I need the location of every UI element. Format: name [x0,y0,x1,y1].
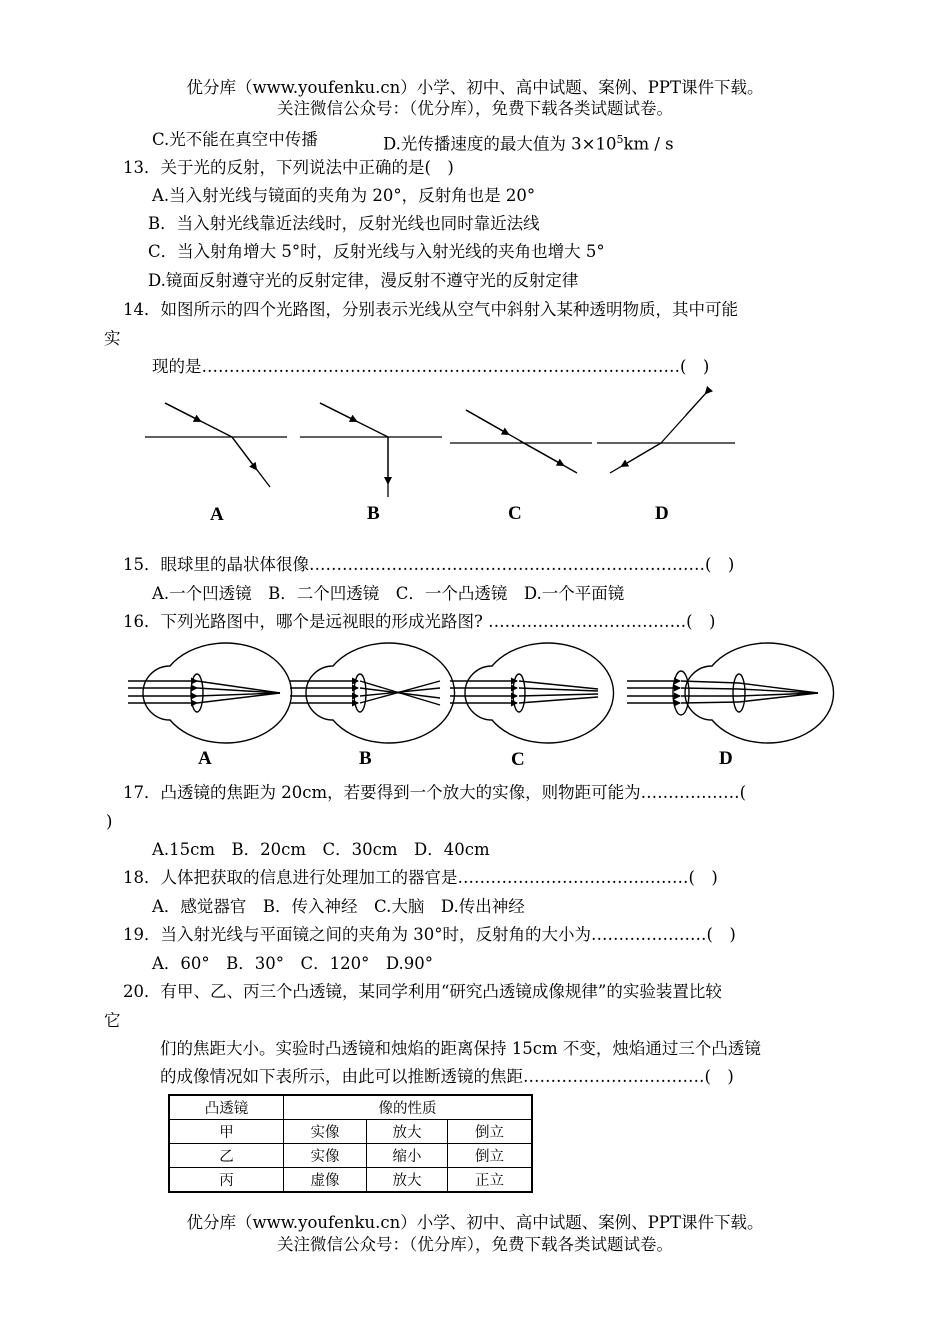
q13-option-c: C．当入射角增大 5°时，反射光线与入射光线的夹角也增大 5° [148,242,605,261]
q15-options: A.一个凹透镜 B．二个凹透镜 C．一个凸透镜 D.一个平面镜 [152,584,625,603]
table-cell: 实像 [284,1120,367,1144]
q14-stem-3: 现的是……………………………………………………………………………( ) [152,357,710,376]
table-cell: 正立 [448,1168,533,1193]
q16-label-d: D [719,748,733,769]
q12-option-d-pre: D.光传播速度的最大值为 3×10 [383,134,617,154]
q16-stem: 16．下列光路图中，哪个是远视眼的形成光路图? ………………………………( ) [123,612,716,631]
table-row [169,1120,532,1144]
q18-stem: 18．人体把获取的信息进行处理加工的器官是……………………………………( ) [123,868,718,887]
table-cell: 倒立 [448,1120,533,1144]
q20-stem-2: 它 [104,1011,121,1030]
q13-option-d: D.镜面反射遵守光的反射定律，漫反射不遵守光的反射定律 [148,271,579,290]
table-cell: 实像 [284,1144,367,1168]
q16-eye-diagram-figure [0,638,950,773]
eye-d [627,643,834,743]
table-header-row [169,1095,532,1120]
q12-option-c: C.光不能在真空中传播 [152,130,318,149]
q13-option-a: A.当入射光线与镜面的夹角为 20°，反射角也是 20° [152,186,536,205]
q17-stem-2: ) [106,812,113,831]
q14-label-a: A [210,504,224,525]
q14-light-path-figure [0,385,950,545]
table-cell: 甲 [169,1120,284,1144]
header-line-1: 优分库（www.youfenku.cn）小学、初中、高中试题、案例、PPT课件下载。 [186,78,764,97]
table-row [169,1168,532,1193]
q18-options: A．感觉器官 B．传入神经 C.大脑 D.传出神经 [152,897,525,916]
q16-label-b: B [359,748,372,769]
q14-label-d: D [655,503,669,524]
table-cell: 丙 [169,1168,284,1193]
q19-options: A．60° B．30° C．120° D.90° [152,954,434,973]
q19-stem: 19．当入射光线与平面镜之间的夹角为 30°时，反射角的大小为…………………( ) [123,925,736,944]
q14-stem-1: 14．如图所示的四个光路图，分别表示光线从空气中斜射入某种透明物质，其中可能 [123,300,738,319]
q17-stem-1: 17．凸透镜的焦距为 20cm，若要得到一个放大的实像，则物距可能为………………( [123,783,747,802]
footer-line-1: 优分库（www.youfenku.cn）小学、初中、高中试题、案例、PPT课件下载。 [186,1213,764,1232]
q20-stem-4: 的成像情况如下表所示，由此可以推断透镜的焦距……………………………( ) [160,1067,734,1086]
q17-options: A.15cm B．20cm C．30cm D．40cm [152,840,490,859]
q20-stem-1: 20．有甲、乙、丙三个凸透镜，某同学利用“研究凸透镜成像规律”的实验装置比较 [123,982,722,1001]
eye-a [128,643,292,743]
table-row [169,1144,532,1168]
q14-label-c: C [508,503,522,524]
q14-stem-2: 实 [104,329,121,348]
q12-option-d-sup: 5 [616,133,624,146]
table-cell: 乙 [169,1144,284,1168]
table-cell: 虚像 [284,1168,367,1193]
footer-line-2: 关注微信公众号：（优分库），免费下载各类试题试卷。 [277,1235,673,1254]
q12-option-d-post: km / s [623,134,674,154]
table-cell: 放大 [367,1168,448,1193]
table-header-lens: 凸透镜 [169,1095,284,1120]
table-header-image-nature: 像的性质 [284,1095,533,1120]
q14-label-b: B [367,503,380,524]
lens-image-table [168,1094,533,1193]
eye-c [450,643,614,743]
header-line-2: 关注微信公众号：（优分库），免费下载各类试题试卷。 [277,99,673,118]
table-cell: 放大 [367,1120,448,1144]
eye-b [290,643,455,743]
q16-label-a: A [198,748,212,769]
q20-stem-3: 们的焦距大小。实验时凸透镜和烛焰的距离保持 15cm 不变，烛焰通过三个凸透镜 [160,1039,761,1058]
q15-stem: 15．眼球里的晶状体很像………………………………………………………………( ) [123,555,735,574]
q12-option-d [383,129,674,156]
table-cell: 缩小 [367,1144,448,1168]
q16-label-c: C [511,749,525,770]
table-cell: 倒立 [448,1144,533,1168]
q13-stem: 13．关于光的反射，下列说法中正确的是( ) [123,158,454,177]
q13-option-b: B．当入射光线靠近法线时，反射光线也同时靠近法线 [148,214,540,233]
